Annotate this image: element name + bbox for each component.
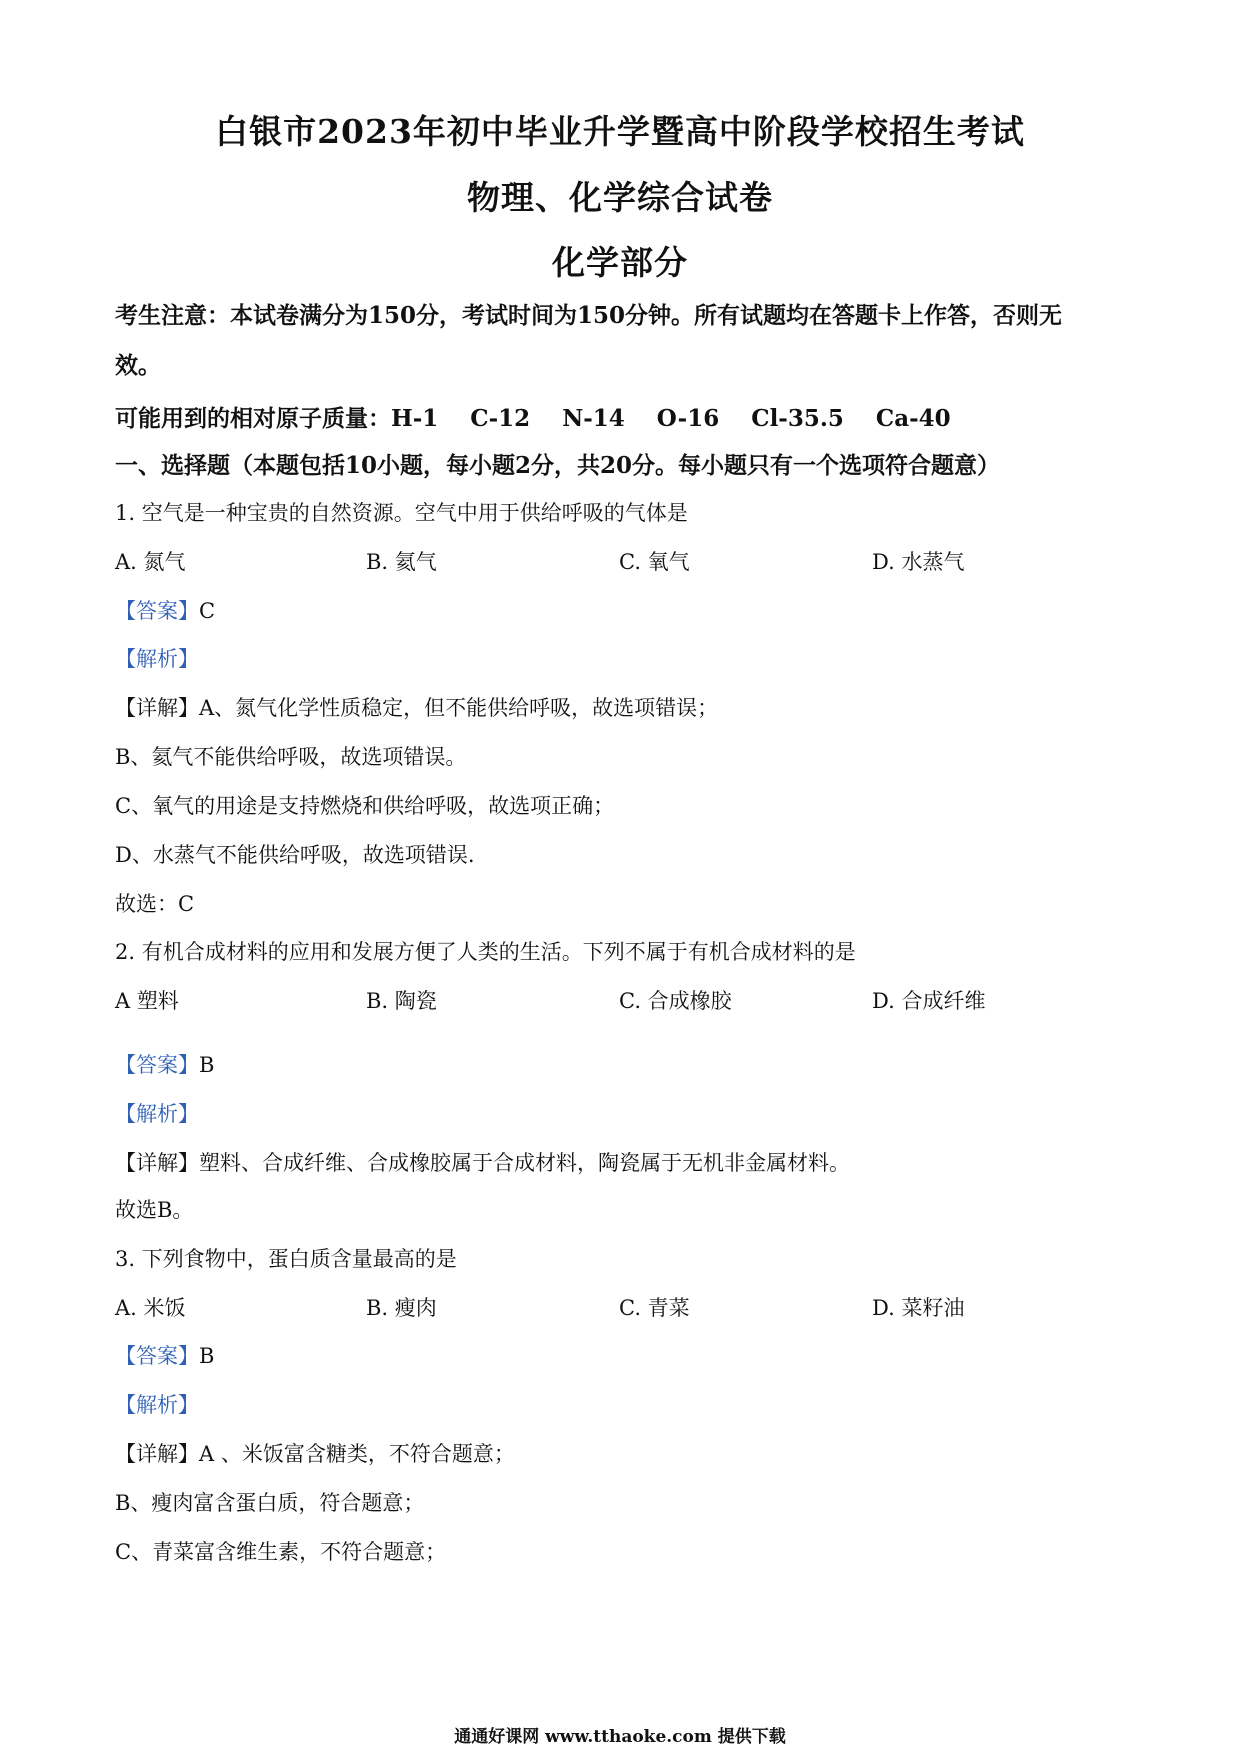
notice-line-1: 考生注意：本试卷满分为150分，考试时间为150分钟。所有试题均在答题卡上作答，否则无 (115, 302, 1063, 329)
question-1-detail-line: B、氦气不能供给呼吸，故选项错误。 (115, 745, 467, 769)
question-1-detail-line: D、水蒸气不能供给呼吸，故选项错误. (115, 843, 475, 867)
option-b: B. 瘦肉 (366, 1296, 437, 1320)
question-3-detail (115, 1438, 515, 1468)
section1-heading: 一、选择题（本题包括10小题，每小题2分，共20分。每小题只有一个选项符合题意） (115, 452, 1001, 479)
option-a: A 塑料 (115, 989, 179, 1013)
question-1-answer (115, 595, 215, 625)
option-c: C. 氧气 (619, 550, 690, 574)
answer-value: B (199, 1344, 215, 1368)
answer-value: C (199, 599, 216, 623)
footer-watermark: 通通好课网 www.tthaoke.com 提供下载 (454, 1727, 786, 1747)
question-3-stem: 3. 下列食物中，蛋白质含量最高的是 (115, 1247, 457, 1271)
question-3-analysis-tag: 【解析】 (115, 1393, 199, 1417)
option-a: A. 米饭 (115, 1296, 186, 1320)
option-d: D. 水蒸气 (872, 550, 965, 574)
question-1-detail-line: C、氧气的用途是支持燃烧和供给呼吸，故选项正确； (115, 794, 615, 818)
question-1-analysis-tag: 【解析】 (115, 647, 199, 671)
question-2-detail (115, 1147, 850, 1177)
answer-value: B (199, 1053, 215, 1077)
question-2-stem: 2. 有机合成材料的应用和发展方便了人类的生活。下列不属于有机合成材料的是 (115, 940, 856, 964)
section-title: 化学部分 (552, 243, 688, 282)
question-2-options (115, 985, 1125, 1015)
detail-text: 塑料、合成纤维、合成橡胶属于合成材料，陶瓷属于无机非金属材料。 (199, 1151, 850, 1175)
question-3-detail-line: B、瘦肉富含蛋白质，符合题意； (115, 1491, 425, 1515)
detail-tag: 【详解】 (115, 1442, 199, 1466)
question-1-options (115, 546, 1125, 576)
question-2-conclusion: 故选B。 (115, 1198, 194, 1222)
option-d: D. 合成纤维 (872, 989, 986, 1013)
answer-tag: 【答案】 (115, 599, 199, 623)
detail-tag: 【详解】 (115, 696, 199, 720)
option-b: B. 氦气 (366, 550, 437, 574)
question-3-answer (115, 1340, 214, 1370)
answer-tag: 【答案】 (115, 1053, 199, 1077)
question-2-answer (115, 1049, 214, 1079)
question-2-analysis-tag: 【解析】 (115, 1102, 199, 1126)
question-1-detail (115, 692, 718, 722)
question-1-stem: 1. 空气是一种宝贵的自然资源。空气中用于供给呼吸的气体是 (115, 501, 688, 525)
exam-subtitle: 物理、化学综合试卷 (467, 178, 773, 217)
atomic-mass-line: 可能用到的相对原子质量：H-1 C-12 N-14 O-16 Cl-35.5 Ca-40 (115, 405, 951, 432)
option-c: C. 青菜 (619, 1296, 690, 1320)
detail-text: A、氮气化学性质稳定，但不能供给呼吸，故选项错误； (199, 696, 719, 720)
question-3-detail-line: C、青菜富含维生素，不符合题意； (115, 1540, 447, 1564)
detail-tag: 【详解】 (115, 1151, 199, 1175)
question-1-conclusion: 故选：C (115, 892, 195, 916)
detail-text: A 、米饭富含糖类，不符合题意； (199, 1442, 515, 1466)
exam-title: 白银市2023年初中毕业升学暨高中阶段学校招生考试 (215, 112, 1025, 151)
answer-tag: 【答案】 (115, 1344, 199, 1368)
option-c: C. 合成橡胶 (619, 989, 732, 1013)
option-b: B. 陶瓷 (366, 989, 437, 1013)
notice-line-2: 效。 (115, 352, 161, 379)
question-3-options (115, 1292, 1125, 1322)
option-d: D. 菜籽油 (872, 1296, 965, 1320)
option-a: A. 氮气 (115, 550, 186, 574)
